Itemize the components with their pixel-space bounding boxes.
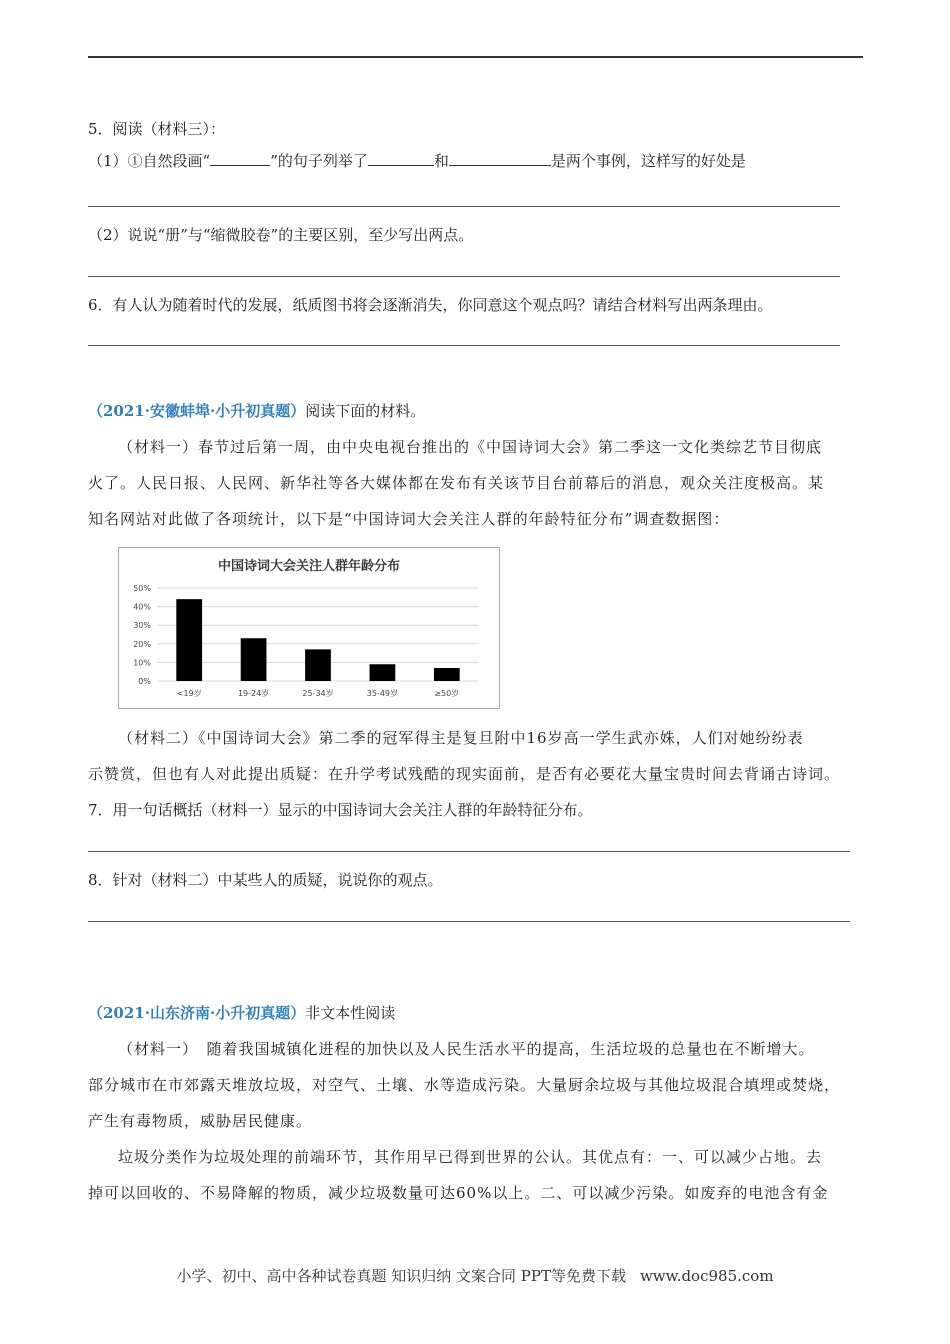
answer-blank[interactable]: [449, 150, 551, 166]
x-tick-label: <19岁: [176, 689, 202, 698]
chart-bar: [241, 638, 267, 681]
q5-sub1: [88, 150, 746, 172]
answer-line[interactable]: [88, 921, 850, 922]
footer-text: 小学、初中、高中各种试卷真题 知识归纳 文案合同 PPT等免费下载: [176, 1267, 626, 1285]
material1-line: （材料一）春节过后第一周，由中央电视台推出的《中国诗词大会》第二季这一文化类综艺节目彻底: [118, 438, 823, 456]
chart-bar: [305, 649, 331, 681]
header-rule: [88, 56, 863, 58]
paragraph-line: 垃圾分类作为垃圾处理的前端环节，其作用早已得到世界的公认。其优点有：一、可以减少占地。去: [118, 1148, 823, 1166]
q5-sub1-text-c: 和: [433, 152, 449, 170]
answer-blank[interactable]: [210, 150, 270, 166]
material1-line: 火了。人民日报、人民网、新华社等各大媒体都在发布有关该节目台前幕后的消息，观众关注度极高。某: [88, 474, 825, 492]
section2-heading: [88, 1002, 395, 1024]
answer-line[interactable]: [88, 345, 840, 346]
paragraph-line: 部分城市在市郊露天堆放垃圾，对空气、土壤、水等造成污染。大量厨余垃圾与其他垃圾混合填埋或焚烧，: [88, 1076, 841, 1094]
y-tick-label: 30%: [133, 621, 151, 631]
y-tick-label: 10%: [133, 658, 151, 668]
q8-text: 8．针对（材料二）中某些人的质疑，说说你的观点。: [88, 871, 443, 889]
paragraph-line: 掉可以回收的、不易降解的物质，减少垃圾数量可达60%以上。二、可以减少污染。如废弃的电池含有金: [88, 1184, 829, 1202]
answer-line[interactable]: [88, 276, 840, 277]
q5-sub1-text-a: （1）①自然段画“: [88, 152, 211, 170]
q6-text: 6．有人认为随着时代的发展，纸质图书将会逐渐消失，你同意这个观点吗？请结合材料写出两条理由。: [88, 296, 773, 314]
material2-line: （材料二）《中国诗词大会》第二季的冠军得主是复旦附中16岁高一学生武亦姝，人们对她纷纷表: [118, 729, 804, 747]
q5-sub2: （2）说说“册”与“缩微胶卷”的主要区别，至少写出两点。: [88, 226, 474, 244]
paragraph-line: 产生有毒物质，威胁居民健康。: [88, 1112, 313, 1130]
chart-bar: [434, 668, 460, 681]
q5-sub1-text-d: 是两个事例，这样写的好处是: [550, 152, 746, 170]
y-tick-label: 40%: [133, 602, 151, 612]
answer-line[interactable]: [88, 206, 840, 207]
x-tick-label: 19-24岁: [237, 689, 270, 698]
source-tag: （2021·山东济南·小升初真题）: [88, 1004, 306, 1022]
chart-x-ticks: [177, 688, 459, 698]
answer-blank[interactable]: [368, 150, 434, 166]
x-tick-label: ≥50岁: [434, 689, 460, 698]
chart-svg: [119, 548, 499, 708]
age-distribution-chart: [118, 547, 500, 709]
page-footer: [0, 1265, 950, 1286]
material2-line: 示赞赏，但也有人对此提出质疑：在升学考试残酷的现实面前，是否有必要花大量宝贵时间去背诵古诗词。: [88, 765, 841, 783]
answer-line[interactable]: [88, 851, 850, 852]
chart-bar: [176, 599, 202, 681]
section2-intro: 非文本性阅读: [305, 1004, 396, 1022]
material1-line: 知名网站对此做了各项统计，以下是“中国诗词大会关注人群的年龄特征分布”调查数据图：: [88, 510, 730, 528]
chart-bar: [370, 664, 396, 681]
x-tick-label: 35-49岁: [366, 689, 399, 698]
section1-heading: [88, 400, 425, 422]
chart-title: 中国诗词大会关注人群年龄分布: [217, 559, 401, 574]
footer-link[interactable]: www.doc985.com: [639, 1267, 774, 1285]
x-tick-label: 25-34岁: [302, 689, 334, 698]
y-tick-label: 50%: [133, 584, 151, 593]
chart-bars: [176, 599, 459, 681]
paragraph-line: （材料一） 随着我国城镇化进程的加快以及人民生活水平的提高，生活垃圾的总量也在不断增大。: [118, 1040, 815, 1058]
source-tag: （2021·安徽蚌埠·小升初真题）: [88, 402, 306, 420]
q7-text: 7．用一句话概括（材料一）显示的中国诗词大会关注人群的年龄特征分布。: [88, 801, 593, 819]
q5-title: 5．阅读（材料三）：: [88, 120, 226, 138]
y-tick-label: 20%: [133, 639, 151, 649]
section1-intro: 阅读下面的材料。: [305, 402, 426, 420]
chart-y-ticks: [133, 584, 151, 686]
y-tick-label: 0%: [138, 677, 151, 686]
q5-sub1-text-b: ”的句子列举了: [270, 152, 368, 170]
